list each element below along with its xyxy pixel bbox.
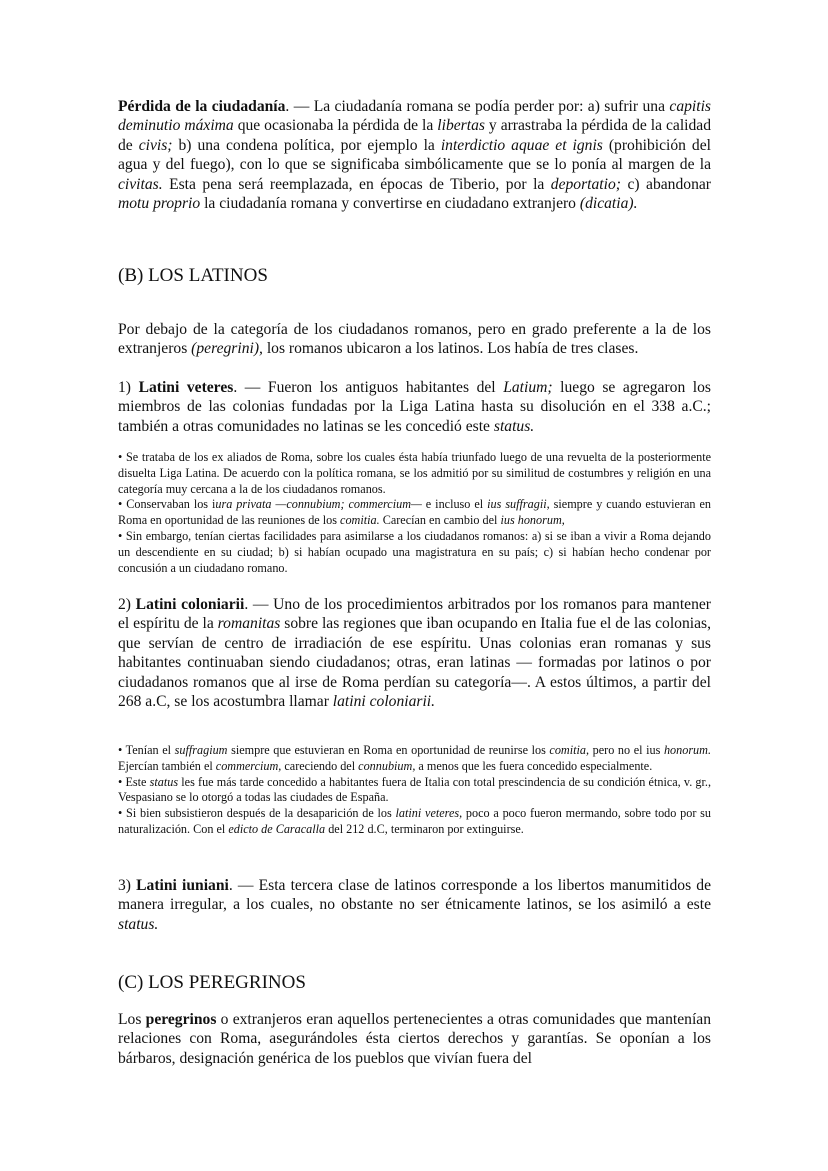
term-latini-veteres: Latini veteres [138,379,234,396]
note-item: • Tenían el suffragium siempre que estuvieran en Roma en oportunidad de reunirse los comitia, pero no el ius honorum. Ejercían también el commercium, careciendo del connubium, a menos que les fuera concedido especialmente. [118,743,711,773]
paragraph-peregrinos: Los peregrinos o extranjeros eran aquellos pertenecientes a otras comunidades que mantenían relaciones con Roma, asegurándoles ésta ciertos derechos y garantías. Se oponían a los bárbaros, designación genérica de los pueblos que vivían fuera del [118,1011,711,1067]
note-item: • Conservaban los iura privata —connubium; commercium— e incluso el ius suffragii, siempre y cuando estuvieran en Roma en oportunidad de las reuniones de los comitia. Carecían en cambio del ius honorum, [118,497,711,528]
note-item: • Se trataba de los ex aliados de Roma, sobre los cuales ésta había triunfado luego de una revuelta de la posteriormente disuelta Liga Latina. De acuerdo con la política romana, se los admitió por su similitud de costumbres y religión en una categoría muy cercana a la de los ciudadanos romanos. [118,450,711,496]
paragraph-perdida-ciudadania: Pérdida de la ciudadanía. — La ciudadanía romana se podía perder por: a) sufrir una capitis deminutio máxima que ocasionaba la pérdida de la libertas y arrastraba la pérdida de la calidad de civis; b) una condena política, por ejemplo la interdictio aquae et ignis (prohibición del agua y del fuego), con lo que se significaba simbólicamente que se lo ponía al margen de la civitas. Esta pena será reemplazada, en épocas de Tiberio, por la deportatio; c) abandonar motu proprio la ciudadanía romana y convertirse en ciudadano extranjero (dicatia). [118,98,712,213]
note-item: • Sin embargo, tenían ciertas facilidades para asimilarse a los ciudadanos romanos: a) si se iban a vivir a Roma dejando un descendiente en su ciudad; b) si habían ocupado una magistratura en su país; c) si habían hecho condenar por concusión a un ciudadano romano. [118,528,711,575]
paragraph-latini-iuniani: 3) Latini iuniani. — Esta tercera clase de latinos corresponde a los libertos manumitidos de manera irregular, a los cuales, no obstante no ser étnicamente latinos, se los asimiló a este status. [118,877,711,933]
notes-latini-veteres [118,450,711,576]
notes-latini-coloniarii [118,743,711,838]
term-peregrinos: peregrinos [145,1011,217,1028]
note-item: • Este status les fue más tarde concedido a habitantes fuera de Italia con total prescindencia de su condición étnica, v. gr., Vespasiano se lo otorgó a todas las ciudades de España. [118,774,712,805]
term-latini-iuniani: Latini iuniani [136,877,229,894]
note-item: • Si bien subsistieron después de la desaparición de los latini veteres, poco a poco fueron mermando, sobre todo por su naturalización. Con el edicto de Caracalla del 212 d.C, terminaron por extinguirse. [118,806,711,836]
section-heading-latinos: (B) LOS LATINOS [118,265,268,286]
term-perdida: Pérdida de la ciudadanía [118,98,286,115]
paragraph-latini-veteres: 1) Latini veteres. — Fueron los antiguos habitantes del Latium; luego se agregaron los miembros de las colonias fundadas por la Liga Latina hasta su disolución en el 338 a.C.; también a otras comunidades no latinas se les concedió este status. [118,379,711,435]
paragraph-latini-coloniarii: 2) Latini coloniarii. — Uno de los procedimientos arbitrados por los romanos para mantener el espíritu de la romanitas sobre las regiones que iban ocupando en Italia fue el de las colonias, que servían de centro de irradiación de ese espíritu. Unas colonias eran romanas y sus habitantes continuaban siendo ciudadanos; otras, eran latinas — formadas por latinos o por ciudadanos romanos que al irse de Roma perdían su categoría—. A estos últimos, a partir del 268 a.C, se los acostumbra llamar latini coloniarii. [118,596,711,711]
term-latini-coloniarii: Latini coloniarii [135,596,245,613]
paragraph-latinos-intro: Por debajo de la categoría de los ciudadanos romanos, pero en grado preferente a la de los extranjeros (peregrini), los romanos ubicaron a los latinos. Los había de tres clases. [118,321,711,358]
section-heading-peregrinos: (C) LOS PEREGRINOS [118,972,306,993]
